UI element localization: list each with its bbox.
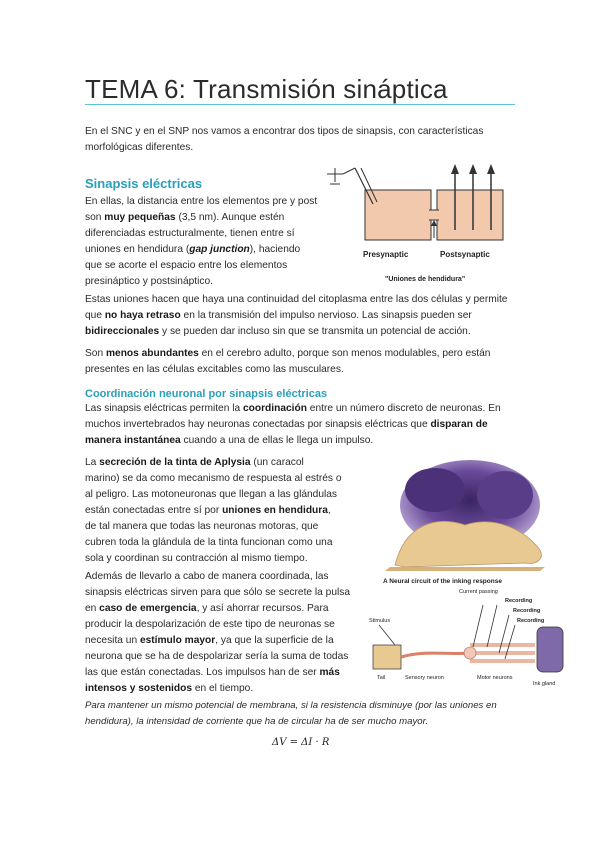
text-line: Además de llevarlo a cabo de manera coordinada, las [85,571,329,582]
text-line: uniones en hendidura (gap junction), haciendo [85,244,301,255]
intro-paragraph [85,124,483,156]
title-divider [85,104,515,105]
gap-junction-diagram [325,160,505,285]
text-line: presináptico y postsináptico. [85,276,213,287]
text-line: que no haya retraso en la transmisión del impulso nervioso. Las sinapsis pueden ser [85,310,472,321]
italic-note [85,698,497,730]
recording-label-1: Recording [505,598,533,604]
inking-caption: A Neural circuit of the inking response [383,578,502,585]
recording-label-3: Recording [517,618,545,624]
text-line: muchos invertebrados hay neuronas conectadas por sinapsis eléctricas que disparan de [85,419,488,430]
text-line: Estas uniones hacen que haya una continuidad del citoplasma entre las dos células y permite [85,294,508,305]
text-line: diferenciadas estructuralmente, tienen entre sí [85,228,295,239]
text-line: En ellas, la distancia entre los elementos pre y post [85,196,318,207]
text-line: presentes en las células excitables como las musculares. [85,364,344,375]
ohm-formula: ΔV = ΔI · R [272,737,330,748]
postsynaptic-label: Postsynaptic [440,250,490,259]
text-line: al peligro. Las motoneuronas que llegan a las glándulas [85,489,338,500]
text-line: están conectadas entre sí por uniones en hendidura, [85,505,331,516]
aplysia-figure [365,455,565,695]
recording-label-2: Recording [513,608,541,614]
text-line: neurona que se ha de despolarizar sería la suma de todas [85,651,349,662]
text-line: las que están conectadas. Los impulsos han de ser más [85,667,340,678]
current-passing-label: Current passing [459,589,498,595]
note-line: hendidura), la intensidad de corriente que ha de circular ha de ser mucho mayor. [85,716,429,727]
text-line: intensos y sostenidos en el tiempo. [85,683,254,694]
sensory-neuron-label: Sensory neuron [405,675,444,681]
gap-junction-caption: "Uniones de hendidura" [385,276,466,283]
note-line: Para mantener un mismo potencial de membrana, si la resistencia disminuye (por las uniones en [85,700,497,711]
text-line: de tal manera que todas las neuronas motoras, que [85,521,319,532]
ink-gland-label: Ink gland [533,681,556,687]
electrical-paragraph-3 [85,346,490,378]
electrical-paragraph-1 [85,194,317,290]
text-line: bidireccionales y se pueden dar incluso sin que se transmita un potencial de acción. [85,326,471,337]
aplysia-illustration [365,455,565,695]
text-line: marino) se da como mecanismo de respuesta al estrés o [85,473,342,484]
text-line: en caso de emergencia, y así ahorrar recursos. Para [85,603,329,614]
stimulus-label: Stimulus [369,618,391,624]
presynaptic-label: Presynaptic [363,250,409,259]
text-line: producir la despolarización de este tipo de neuronas se [85,619,335,630]
text-line: Las sinapsis eléctricas permiten la coordinación entre un número discreto de neuronas. En [85,403,501,414]
intro-line: En el SNC y en el SNP nos vamos a encontrar dos tipos de sinapsis, con características [85,126,484,137]
text-line: Son menos abundantes en el cerebro adulto, porque son menos modulables, pero están [85,348,491,359]
coordination-paragraph-3 [85,569,350,697]
coordination-paragraph-2 [85,455,342,567]
text-line: sinapsis eléctricas sirven para que sólo se secrete la pulsa [85,587,351,598]
text-line: son muy pequeñas (3,5 nm). Aunque estén [85,212,285,223]
electrical-paragraph-2 [85,292,507,340]
coordination-paragraph-1 [85,401,501,449]
text-line: que se acorte el espacio entre los elementos [85,260,288,271]
text-line: sola y coordinan su contracción al mismo tiempo. [85,553,308,564]
gap-junction-figure [325,160,505,285]
page-title: TEMA 6: Transmisión sináptica [85,74,448,104]
text-line: cubren toda la glándula de la tinta funcionan como una [85,537,333,548]
text-line: manera instantánea cuando a una de ellas le llega un impulso. [85,435,374,446]
intro-line: morfológicas diferentes. [85,142,194,153]
text-line: La secreción de la tinta de Aplysia (un caracol [85,457,304,468]
text-line: necesita un estímulo mayor, ya que la superficie de la [85,635,334,646]
motor-neurons-label: Motor neurons [477,675,513,681]
section-heading-electrical: Sinapsis eléctricas [85,176,203,191]
tail-label: Tail [377,675,386,681]
section-heading-coordination: Coordinación neuronal por sinapsis eléctricas [85,388,328,400]
